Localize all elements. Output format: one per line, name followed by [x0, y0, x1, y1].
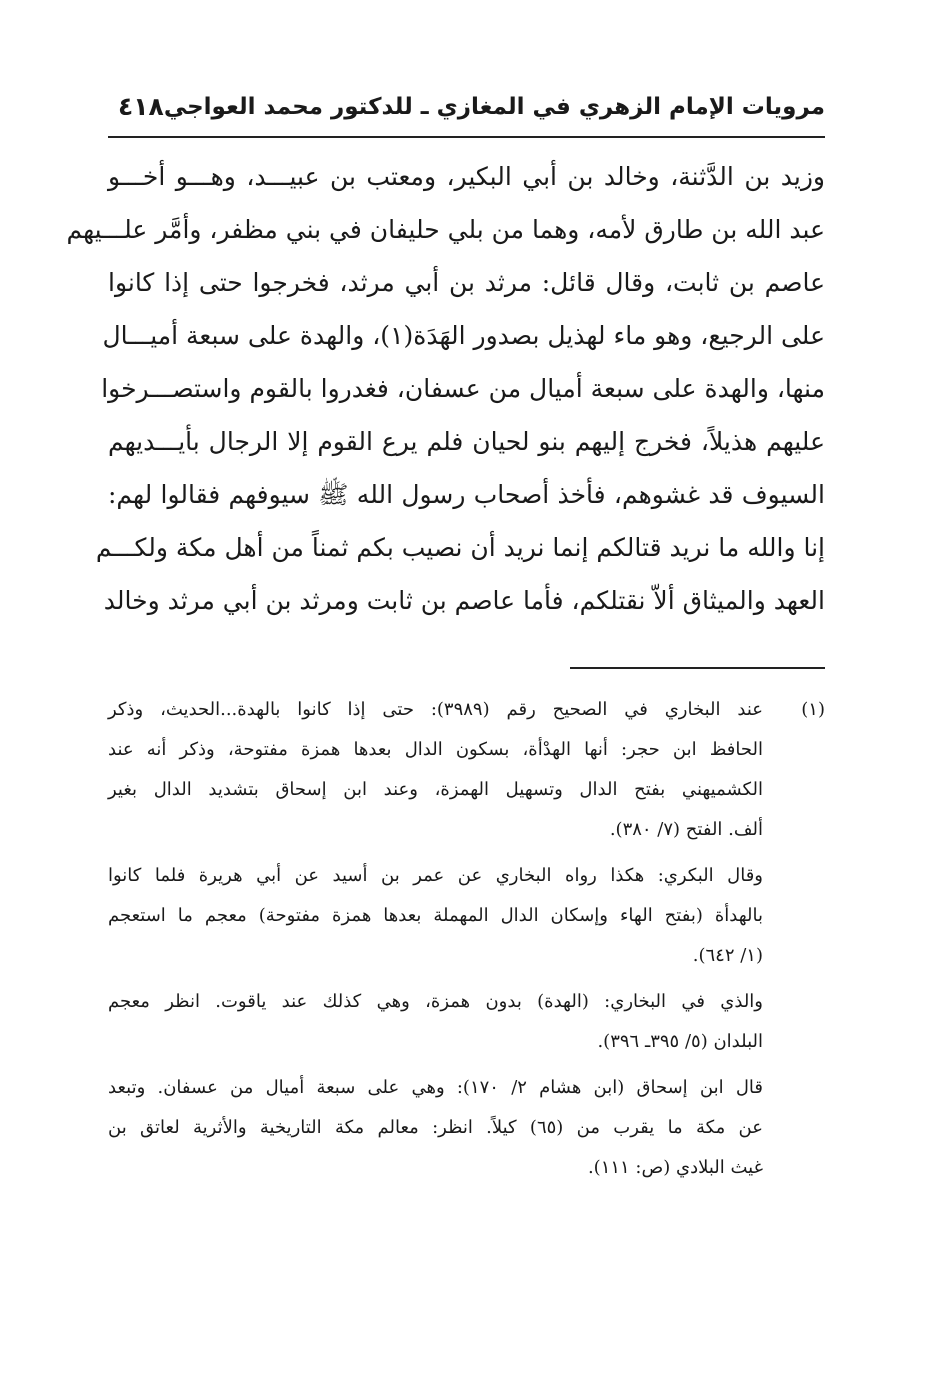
header-rule: [108, 136, 825, 138]
footnote-paragraph-bukhari: [108, 982, 825, 1062]
footnote-separator: [570, 667, 825, 669]
footnote-line: والذي في البخاري: (الهدة) بدون همزة، وهي كذلك عند ياقوت. انظر معجم: [108, 991, 763, 1012]
text-line: وزيد بن الدَّثنة، وخالد بن أبي البكير، ومعتب بن عبيـــد، وهـــو أخـــو: [108, 162, 825, 191]
footnote-1: [108, 690, 825, 850]
text-line: إنا والله ما نريد قتالكم إنما نريد أن نصيب بكم ثمناً من أهل مكة ولكـــم: [95, 533, 825, 562]
footnote-line: وقال البكري: هكذا رواه البخاري عن عمر بن أسيد عن أبي هريرة فلما كانوا: [108, 865, 763, 886]
text-line: السيوف قد غشوهم، فأخذ أصحاب رسول الله ﷺ سيوفهم فقالوا لهم:: [108, 480, 825, 509]
text-line: عبد الله بن طارق لأمه، وهما من بلي حليفان في بني مظفر، وأمَّر علـــيهم: [66, 215, 825, 244]
footnote-line: (١/ ٦٤٢).: [692, 945, 763, 966]
text-line: العهد والميثاق ألاّ نقتلكم، فأما عاصم بن ثابت ومرثد بن أبي مرثد وخالد: [103, 586, 825, 615]
footnote-line: قال ابن إسحاق (ابن هشام ٢/ ١٧٠): وهي على سبعة أميال من عسفان. وتبعد: [108, 1077, 763, 1098]
footnote-line: [108, 690, 825, 730]
footnote-paragraph-bakri: [108, 856, 825, 976]
text-line: منها، والهدة على سبعة أميال من عسفان، فغدروا بالقوم واستصـــرخوا: [101, 374, 825, 403]
footnote-line: بالهدأة (بفتح الهاء وإسكان الدال المهملة بعدها همزة مفتوحة) معجم ما استعجم: [108, 905, 763, 926]
footnote-paragraph-ishaq: [108, 1068, 825, 1188]
footnotes-section: [108, 690, 825, 1194]
text-line: على الرجيع، وهو ماء لهذيل بصدور الهَدَة(١)، والهدة على سبعة أميـــال: [102, 321, 825, 350]
footnote-line: البلدان (٥/ ٣٩٥ـ ٣٩٦).: [597, 1031, 763, 1052]
footnote-line: غيث البلادي (ص: ١١١).: [587, 1157, 763, 1178]
text-line: عليهم هذيلاً، فخرج إليهم بنو لحيان فلم يرع القوم إلا الرجال بأيـــديهم: [108, 427, 825, 456]
footnote-text: عند البخاري في الصحيح رقم (٣٩٨٩): حتى إذا كانوا بالهدة...الحديث، وذكر: [108, 699, 763, 720]
footnote-line: عن مكة ما يقرب من (٦٥) كيلاً. انظر: معالم مكة التاريخية والأثرية لعاتق بن: [108, 1117, 763, 1138]
footnote-line: الكشميهني بفتح الدال وتسهيل الهمزة، وعند ابن إسحاق بتشديد الدال بغير: [108, 779, 763, 800]
text-line: عاصم بن ثابت، وقال قائل: مرثد بن أبي مرثد، فخرجوا حتى إذا كانوا: [108, 268, 825, 297]
footnote-line: الحافظ ابن حجر: أنها الهدْأة، بسكون الدال بعدها همزة مفتوحة، وذكر أنه عند: [108, 739, 763, 760]
footnote-marker: (١): [801, 699, 825, 720]
header-title: مرويات الإمام الزهري في المغازي ـ للدكتور محمد العواجي: [163, 94, 825, 120]
main-text: [66, 150, 825, 627]
footnote-line: ألف. الفتح (٧/ ٣٨٠).: [609, 819, 763, 840]
page-number: ٤١٨: [118, 92, 164, 121]
running-header: [108, 90, 825, 130]
